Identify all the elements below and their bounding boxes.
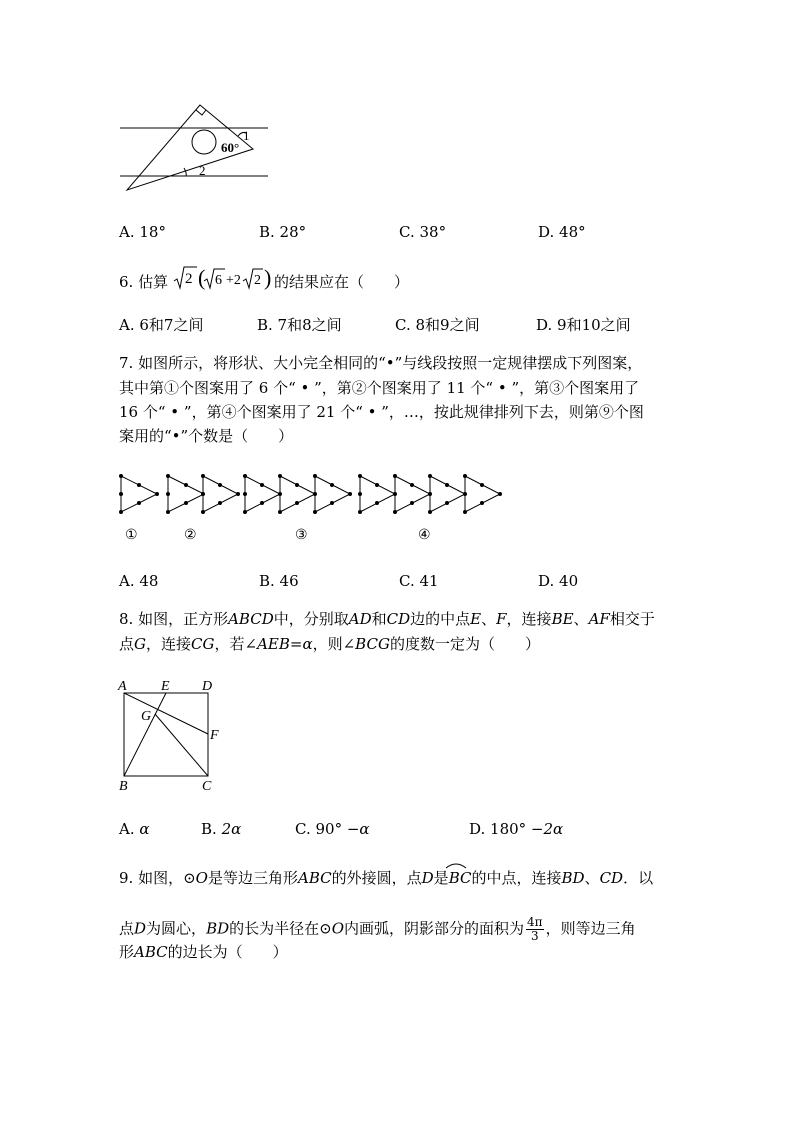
q6-expression <box>173 263 273 293</box>
q8-option-c: C. 90° −α <box>295 820 370 838</box>
svg-text:6: 6 <box>215 273 222 288</box>
q7-stem-line3: 16 个“ • ”，第④个图案用了 21 个“ • ”，…，按此规律排列下去，则第⑨个图 <box>119 403 644 421</box>
pattern-3 <box>245 476 350 512</box>
q8-stem-line1: 8. 如图，正方形ABCD中，分别取AD和CD边的中点E、F，连接BE、AF相交于 <box>119 610 655 628</box>
q7-pattern-figure <box>110 465 510 550</box>
pattern-label-1: ① <box>125 528 138 543</box>
pattern-label-4: ④ <box>418 528 431 543</box>
q6-suffix: 的结果应在（ ） <box>274 273 410 291</box>
arc-bc: BC <box>448 869 472 887</box>
q7-option-d: D. 40 <box>538 572 579 590</box>
q7-stem-line4: 案用的“•”个数是（ ） <box>119 427 294 445</box>
svg-text:2: 2 <box>254 273 261 288</box>
q8-option-b: B. 2α <box>201 820 242 838</box>
q8-square-figure <box>112 672 232 797</box>
arc-over-bc <box>444 861 468 869</box>
fraction-4pi-3: $\frac{4\pi}{3}$ <box>527 915 543 943</box>
q8-option-a: A. α <box>119 820 150 838</box>
label-a: A <box>118 679 127 694</box>
svg-text:): ) <box>264 265 272 290</box>
angle-label-1: 1 <box>243 128 250 143</box>
label-e: E <box>161 679 170 694</box>
segment-be <box>124 693 166 776</box>
q9-stem-line3: 形ABC的边长为（ ） <box>119 943 288 961</box>
q6-prefix: 6. 估算 <box>119 273 169 291</box>
q9-stem-line2: 点D为圆心，BD的长为半径在⊙O内画弧，阴影部分的面积为 $\frac{4\pi}{3}$ ，则等边三角 <box>119 915 636 943</box>
circle-dot-icon: ⊙ <box>183 869 196 887</box>
label-g: G <box>141 709 152 724</box>
q5-option-c: C. 38° <box>399 223 447 241</box>
circle-dot-icon: ⊙ <box>319 919 332 938</box>
label-c: C <box>202 779 212 794</box>
svg-text:2: 2 <box>185 271 193 287</box>
q7-option-c: C. 41 <box>399 572 439 590</box>
q7-stem-line2: 其中第①个图案用了 6 个“ • ”，第②个图案用了 11 个“ • ”，第③个图案用了 <box>119 379 640 397</box>
angle-arc-2 <box>184 168 186 176</box>
q8-option-d: D. 180° −2α <box>469 820 564 838</box>
q7-stem-line1: 7. 如图所示，将形状、大小完全相同的“•”与线段按照一定规律摆成下列图案， <box>119 354 643 372</box>
ruler-hole <box>192 130 216 154</box>
q5-option-d: D. 48° <box>538 223 586 241</box>
label-d: D <box>202 679 213 694</box>
segment-cg <box>155 714 208 776</box>
q7-option-a: A. 48 <box>119 572 159 590</box>
q6-option-c: C. 8和9之间 <box>395 316 480 334</box>
segment-af <box>124 693 208 734</box>
q5-option-a: A. 18° <box>119 223 166 241</box>
square-abcd <box>124 693 208 776</box>
q6-option-d: D. 9和10之间 <box>536 316 631 334</box>
q5-option-b: B. 28° <box>259 223 307 241</box>
pattern-label-3: ③ <box>295 528 308 543</box>
angle-label-60: 60° <box>221 140 240 155</box>
pattern-1 <box>121 476 157 512</box>
label-f: F <box>210 728 219 743</box>
q8-stem-line2: 点G，连接CG，若∠AEB=α，则∠BCG的度数一定为（ ） <box>119 635 540 653</box>
q5-figure <box>115 98 275 198</box>
q6-option-a: A. 6和7之间 <box>119 316 204 334</box>
svg-text:(: ( <box>198 265 206 290</box>
q6-option-b: B. 7和8之间 <box>257 316 342 334</box>
q7-option-b: B. 46 <box>259 572 299 590</box>
q9-stem-line1: 9. 如图，⊙O是等边三角形ABC的外接圆，点D是BC的中点，连接BD、CD．以 <box>119 869 654 887</box>
angle-label-2: 2 <box>199 163 206 178</box>
svg-text:+2: +2 <box>226 273 241 288</box>
right-angle-mark <box>196 110 206 115</box>
label-b: B <box>119 779 128 794</box>
pattern-label-2: ② <box>184 528 197 543</box>
